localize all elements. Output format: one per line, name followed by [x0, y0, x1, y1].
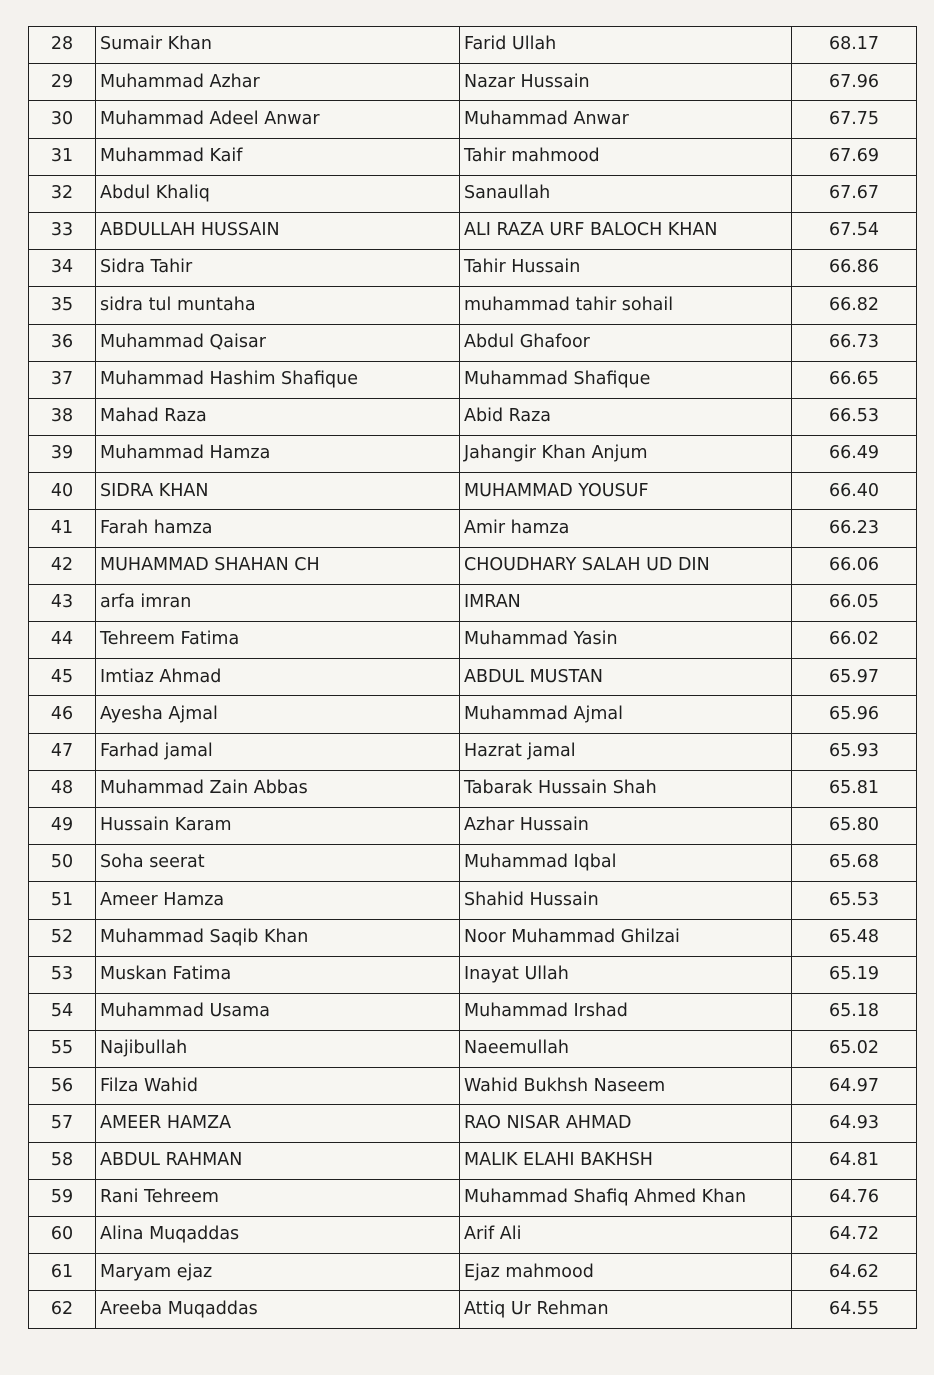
marks-cell: 66.49	[792, 436, 917, 473]
candidate-name-cell: Farhad jamal	[96, 733, 460, 770]
serial-number-cell: 59	[29, 1179, 96, 1216]
table-row	[29, 547, 917, 584]
serial-number-cell: 52	[29, 919, 96, 956]
serial-number-cell: 32	[29, 175, 96, 212]
father-name-cell: MUHAMMAD YOUSUF	[460, 473, 792, 510]
candidate-name-cell: Imtiaz Ahmad	[96, 659, 460, 696]
father-name-cell: Hazrat jamal	[460, 733, 792, 770]
marks-cell: 64.76	[792, 1179, 917, 1216]
marks-cell: 67.54	[792, 212, 917, 249]
marks-cell: 65.53	[792, 882, 917, 919]
table-row	[29, 1254, 917, 1291]
candidate-name-cell: Muhammad Azhar	[96, 64, 460, 101]
table-row	[29, 733, 917, 770]
marks-cell: 66.06	[792, 547, 917, 584]
marks-cell: 67.96	[792, 64, 917, 101]
candidate-name-cell: Alina Muqaddas	[96, 1217, 460, 1254]
table-row	[29, 1142, 917, 1179]
marks-cell: 64.55	[792, 1291, 917, 1328]
table-row	[29, 882, 917, 919]
serial-number-cell: 61	[29, 1254, 96, 1291]
marks-cell: 68.17	[792, 27, 917, 64]
father-name-cell: Azhar Hussain	[460, 807, 792, 844]
father-name-cell: Wahid Bukhsh Naseem	[460, 1068, 792, 1105]
candidate-name-cell: SIDRA KHAN	[96, 473, 460, 510]
table-row	[29, 1105, 917, 1142]
father-name-cell: CHOUDHARY SALAH UD DIN	[460, 547, 792, 584]
father-name-cell: Muhammad Shafique	[460, 361, 792, 398]
merit-list-body	[29, 27, 917, 1329]
father-name-cell: Abdul Ghafoor	[460, 324, 792, 361]
serial-number-cell: 44	[29, 622, 96, 659]
serial-number-cell: 28	[29, 27, 96, 64]
marks-cell: 65.68	[792, 845, 917, 882]
serial-number-cell: 36	[29, 324, 96, 361]
marks-cell: 64.97	[792, 1068, 917, 1105]
marks-cell: 65.97	[792, 659, 917, 696]
merit-list-table	[28, 26, 917, 1329]
candidate-name-cell: Ameer Hamza	[96, 882, 460, 919]
candidate-name-cell: Muhammad Kaif	[96, 138, 460, 175]
candidate-name-cell: Filza Wahid	[96, 1068, 460, 1105]
serial-number-cell: 35	[29, 287, 96, 324]
marks-cell: 64.93	[792, 1105, 917, 1142]
marks-cell: 66.02	[792, 622, 917, 659]
serial-number-cell: 50	[29, 845, 96, 882]
marks-cell: 64.62	[792, 1254, 917, 1291]
candidate-name-cell: ABDUL RAHMAN	[96, 1142, 460, 1179]
candidate-name-cell: Areeba Muqaddas	[96, 1291, 460, 1328]
serial-number-cell: 43	[29, 584, 96, 621]
candidate-name-cell: MUHAMMAD SHAHAN CH	[96, 547, 460, 584]
serial-number-cell: 55	[29, 1031, 96, 1068]
marks-cell: 66.82	[792, 287, 917, 324]
serial-number-cell: 60	[29, 1217, 96, 1254]
candidate-name-cell: Najibullah	[96, 1031, 460, 1068]
marks-cell: 66.53	[792, 398, 917, 435]
marks-cell: 65.18	[792, 993, 917, 1030]
candidate-name-cell: ABDULLAH HUSSAIN	[96, 212, 460, 249]
candidate-name-cell: Sumair Khan	[96, 27, 460, 64]
table-row	[29, 956, 917, 993]
table-row	[29, 1217, 917, 1254]
serial-number-cell: 48	[29, 770, 96, 807]
table-row	[29, 250, 917, 287]
candidate-name-cell: Muhammad Qaisar	[96, 324, 460, 361]
father-name-cell: muhammad tahir sohail	[460, 287, 792, 324]
candidate-name-cell: arfa imran	[96, 584, 460, 621]
marks-cell: 64.72	[792, 1217, 917, 1254]
marks-cell: 67.67	[792, 175, 917, 212]
table-row	[29, 1068, 917, 1105]
serial-number-cell: 38	[29, 398, 96, 435]
candidate-name-cell: Rani Tehreem	[96, 1179, 460, 1216]
serial-number-cell: 30	[29, 101, 96, 138]
father-name-cell: MALIK ELAHI BAKHSH	[460, 1142, 792, 1179]
table-row	[29, 919, 917, 956]
serial-number-cell: 62	[29, 1291, 96, 1328]
marks-cell: 65.48	[792, 919, 917, 956]
candidate-name-cell: Muhammad Adeel Anwar	[96, 101, 460, 138]
table-row	[29, 1291, 917, 1328]
father-name-cell: Muhammad Shafiq Ahmed Khan	[460, 1179, 792, 1216]
father-name-cell: Noor Muhammad Ghilzai	[460, 919, 792, 956]
father-name-cell: RAO NISAR AHMAD	[460, 1105, 792, 1142]
serial-number-cell: 47	[29, 733, 96, 770]
marks-cell: 67.75	[792, 101, 917, 138]
merit-list-page	[28, 26, 917, 1329]
marks-cell: 66.86	[792, 250, 917, 287]
serial-number-cell: 42	[29, 547, 96, 584]
serial-number-cell: 54	[29, 993, 96, 1030]
table-row	[29, 845, 917, 882]
marks-cell: 65.02	[792, 1031, 917, 1068]
marks-cell: 66.65	[792, 361, 917, 398]
serial-number-cell: 49	[29, 807, 96, 844]
father-name-cell: Amir hamza	[460, 510, 792, 547]
candidate-name-cell: Maryam ejaz	[96, 1254, 460, 1291]
candidate-name-cell: Soha seerat	[96, 845, 460, 882]
table-row	[29, 696, 917, 733]
table-row	[29, 287, 917, 324]
candidate-name-cell: Abdul Khaliq	[96, 175, 460, 212]
marks-cell: 66.05	[792, 584, 917, 621]
serial-number-cell: 39	[29, 436, 96, 473]
serial-number-cell: 45	[29, 659, 96, 696]
father-name-cell: ALI RAZA URF BALOCH KHAN	[460, 212, 792, 249]
candidate-name-cell: Muhammad Usama	[96, 993, 460, 1030]
father-name-cell: Sanaullah	[460, 175, 792, 212]
father-name-cell: Tabarak Hussain Shah	[460, 770, 792, 807]
table-row	[29, 324, 917, 361]
table-row	[29, 64, 917, 101]
table-row	[29, 584, 917, 621]
marks-cell: 65.19	[792, 956, 917, 993]
table-row	[29, 622, 917, 659]
marks-cell: 66.40	[792, 473, 917, 510]
father-name-cell: Muhammad Ajmal	[460, 696, 792, 733]
father-name-cell: Abid Raza	[460, 398, 792, 435]
candidate-name-cell: Muskan Fatima	[96, 956, 460, 993]
father-name-cell: Jahangir Khan Anjum	[460, 436, 792, 473]
marks-cell: 65.93	[792, 733, 917, 770]
serial-number-cell: 29	[29, 64, 96, 101]
table-row	[29, 398, 917, 435]
serial-number-cell: 56	[29, 1068, 96, 1105]
father-name-cell: Ejaz mahmood	[460, 1254, 792, 1291]
serial-number-cell: 51	[29, 882, 96, 919]
serial-number-cell: 57	[29, 1105, 96, 1142]
candidate-name-cell: AMEER HAMZA	[96, 1105, 460, 1142]
father-name-cell: Naeemullah	[460, 1031, 792, 1068]
marks-cell: 67.69	[792, 138, 917, 175]
table-row	[29, 473, 917, 510]
father-name-cell: Attiq Ur Rehman	[460, 1291, 792, 1328]
father-name-cell: Farid Ullah	[460, 27, 792, 64]
table-row	[29, 807, 917, 844]
father-name-cell: Muhammad Yasin	[460, 622, 792, 659]
father-name-cell: Muhammad Iqbal	[460, 845, 792, 882]
father-name-cell: ABDUL MUSTAN	[460, 659, 792, 696]
candidate-name-cell: Sidra Tahir	[96, 250, 460, 287]
father-name-cell: Tahir mahmood	[460, 138, 792, 175]
table-row	[29, 1179, 917, 1216]
marks-cell: 66.23	[792, 510, 917, 547]
father-name-cell: Muhammad Anwar	[460, 101, 792, 138]
table-row	[29, 212, 917, 249]
marks-cell: 66.73	[792, 324, 917, 361]
father-name-cell: Muhammad Irshad	[460, 993, 792, 1030]
serial-number-cell: 40	[29, 473, 96, 510]
candidate-name-cell: Mahad Raza	[96, 398, 460, 435]
marks-cell: 65.80	[792, 807, 917, 844]
table-row	[29, 175, 917, 212]
table-row	[29, 27, 917, 64]
table-row	[29, 1031, 917, 1068]
candidate-name-cell: Ayesha Ajmal	[96, 696, 460, 733]
serial-number-cell: 41	[29, 510, 96, 547]
father-name-cell: Nazar Hussain	[460, 64, 792, 101]
serial-number-cell: 53	[29, 956, 96, 993]
serial-number-cell: 31	[29, 138, 96, 175]
candidate-name-cell: Muhammad Hashim Shafique	[96, 361, 460, 398]
serial-number-cell: 37	[29, 361, 96, 398]
table-row	[29, 993, 917, 1030]
candidate-name-cell: Muhammad Saqib Khan	[96, 919, 460, 956]
marks-cell: 64.81	[792, 1142, 917, 1179]
table-row	[29, 659, 917, 696]
candidate-name-cell: Muhammad Zain Abbas	[96, 770, 460, 807]
candidate-name-cell: Muhammad Hamza	[96, 436, 460, 473]
candidate-name-cell: Tehreem Fatima	[96, 622, 460, 659]
father-name-cell: Tahir Hussain	[460, 250, 792, 287]
table-row	[29, 138, 917, 175]
table-row	[29, 770, 917, 807]
father-name-cell: Inayat Ullah	[460, 956, 792, 993]
father-name-cell: IMRAN	[460, 584, 792, 621]
table-row	[29, 436, 917, 473]
table-row	[29, 510, 917, 547]
serial-number-cell: 46	[29, 696, 96, 733]
table-row	[29, 101, 917, 138]
marks-cell: 65.81	[792, 770, 917, 807]
serial-number-cell: 58	[29, 1142, 96, 1179]
candidate-name-cell: sidra tul muntaha	[96, 287, 460, 324]
candidate-name-cell: Farah hamza	[96, 510, 460, 547]
table-row	[29, 361, 917, 398]
father-name-cell: Arif Ali	[460, 1217, 792, 1254]
father-name-cell: Shahid Hussain	[460, 882, 792, 919]
serial-number-cell: 34	[29, 250, 96, 287]
marks-cell: 65.96	[792, 696, 917, 733]
candidate-name-cell: Hussain Karam	[96, 807, 460, 844]
serial-number-cell: 33	[29, 212, 96, 249]
